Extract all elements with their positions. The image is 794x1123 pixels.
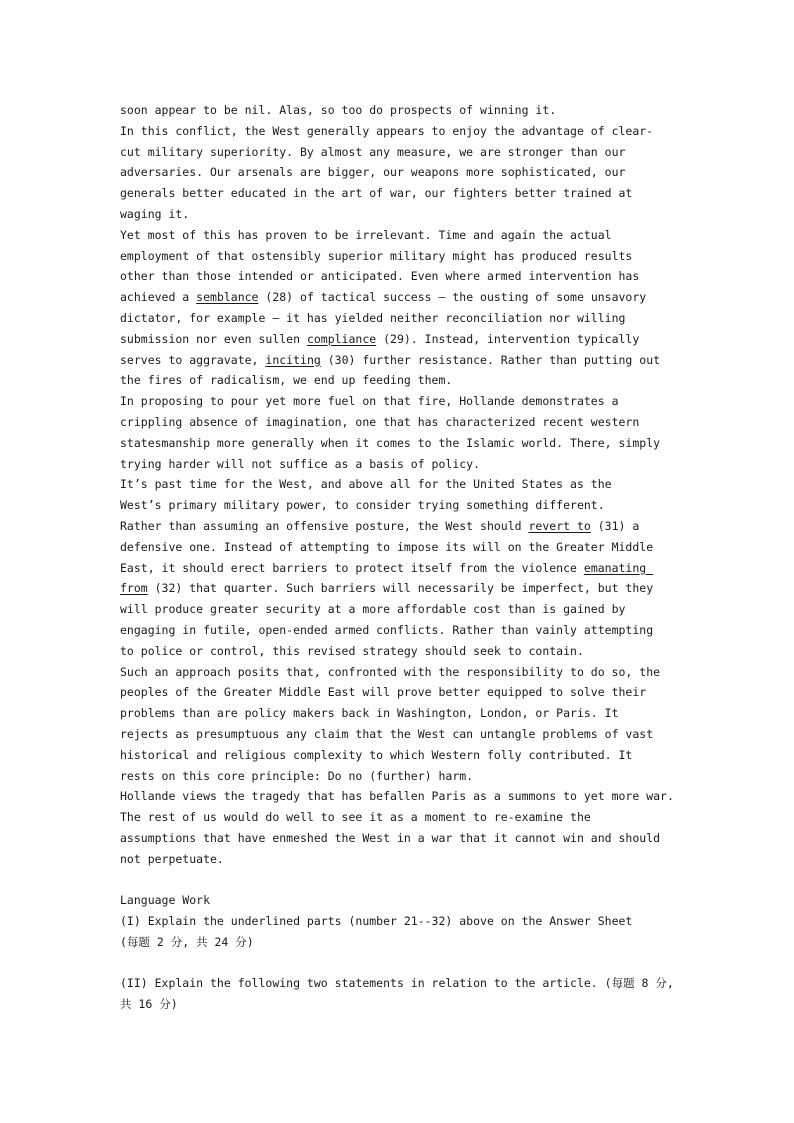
text-line: trying harder will not suffice as a basis of policy. [120, 456, 481, 471]
text-line: cut military superiority. By almost any measure, we are stronger than our [120, 144, 626, 159]
question-1-points: (每题 2 分, 共 24 分) [120, 934, 254, 949]
underlined-term-29: compliance [306, 331, 377, 346]
text-line: rests on this core principle: Do no (further) harm. [120, 768, 474, 783]
document-body [120, 100, 690, 1015]
text-line: In this conflict, the West generally appears to enjoy the advantage of clear- [120, 123, 654, 138]
text-line: dictator, for example – it has yielded neither reconciliation nor willing [120, 310, 626, 325]
text-segment: Rather than assuming an offensive posture, the West should [120, 518, 529, 533]
spacer [120, 869, 690, 890]
text-line: defensive one. Instead of attempting to impose its will on the Greater Middle [120, 539, 654, 554]
text-line: Hollande views the tragedy that has befallen Paris as a summons to yet more war. [120, 789, 674, 804]
text-segment: (30) further resistance. Rather than putting out [320, 352, 661, 367]
underlined-term-28: semblance [196, 290, 259, 305]
text-line: statesmanship more generally when it comes to the Islamic world. There, simply [120, 435, 661, 450]
text-line: adversaries. Our arsenals are bigger, our weapons more sophisticated, our [120, 165, 626, 180]
underlined-term-31: revert to [528, 518, 591, 533]
text-line: rejects as presumptuous any claim that the West can untangle problems of vast [120, 726, 654, 741]
text-line [120, 516, 690, 537]
text-line: soon appear to be nil. Alas, so too do prospects of winning it. [120, 103, 557, 117]
text-line [120, 287, 690, 308]
text-line [120, 329, 690, 350]
text-segment: (29). Instead, intervention typically [376, 331, 640, 346]
text-segment: submission nor even sullen [120, 331, 307, 346]
question-1-line: (I) Explain the underlined parts (number 21--32) above on the Answer Sheet [120, 914, 633, 929]
text-line: Such an approach posits that, confronted with the responsibility to do so, the [120, 664, 661, 679]
underlined-term-32-part1: emanating [583, 560, 654, 575]
spacer [120, 953, 690, 974]
text-line [120, 350, 690, 371]
text-line [120, 578, 690, 599]
question-2-points: 共 16 分) [120, 997, 178, 1012]
text-line: employment of that ostensibly superior military might has produced results [120, 248, 633, 263]
text-line: the fires of radicalism, we end up feeding them. [120, 373, 453, 388]
text-line: West’s primary military power, to consider trying something different. [120, 498, 605, 513]
text-line: crippling absence of imagination, one that has characterized recent western [120, 414, 640, 429]
underlined-term-30: inciting [265, 352, 321, 367]
text-segment: East, it should erect barriers to protect itself from the violence [120, 560, 584, 575]
text-line [120, 558, 690, 579]
text-line: other than those intended or anticipated. Even where armed intervention has [120, 269, 640, 284]
text-line: peoples of the Greater Middle East will prove better equipped to solve their [120, 685, 647, 700]
text-line: Yet most of this has proven to be irrelevant. Time and again the actual [120, 227, 612, 242]
text-line: assumptions that have enmeshed the West in a war that it cannot win and should [120, 830, 661, 845]
section-heading: Language Work [120, 893, 211, 908]
text-line: will produce greater security at a more affordable cost than is gained by [120, 602, 626, 617]
text-line: generals better educated in the art of war, our fighters better trained at [120, 186, 633, 201]
text-segment: (32) that quarter. Such barriers will necessarily be imperfect, but they [147, 581, 654, 596]
text-line: In proposing to pour yet more fuel on that fire, Hollande demonstrates a [120, 394, 619, 409]
underlined-term-32-part2: from [120, 581, 148, 596]
text-line: engaging in futile, open-ended armed conflicts. Rather than vainly attempting [120, 622, 654, 637]
text-line: to police or control, this revised strategy should seek to contain. [120, 643, 584, 658]
text-line: not perpetuate. [120, 851, 224, 866]
text-segment: (28) of tactical success – the ousting of some unsavory [258, 290, 647, 305]
text-line: It’s past time for the West, and above all for the United States as the [120, 477, 612, 492]
text-segment: achieved a [120, 290, 197, 305]
text-segment: serves to aggravate, [120, 352, 266, 367]
text-segment: (31) a [590, 518, 640, 533]
question-2-line: (II) Explain the following two statements in relation to the article. (每题 8 分, [120, 976, 674, 991]
text-line: historical and religious complexity to which Western folly contributed. It [120, 747, 633, 762]
text-line: waging it. [120, 206, 190, 221]
text-line: The rest of us would do well to see it as a moment to re-examine the [120, 810, 591, 825]
text-line: problems than are policy makers back in Washington, London, or Paris. It [120, 706, 619, 721]
